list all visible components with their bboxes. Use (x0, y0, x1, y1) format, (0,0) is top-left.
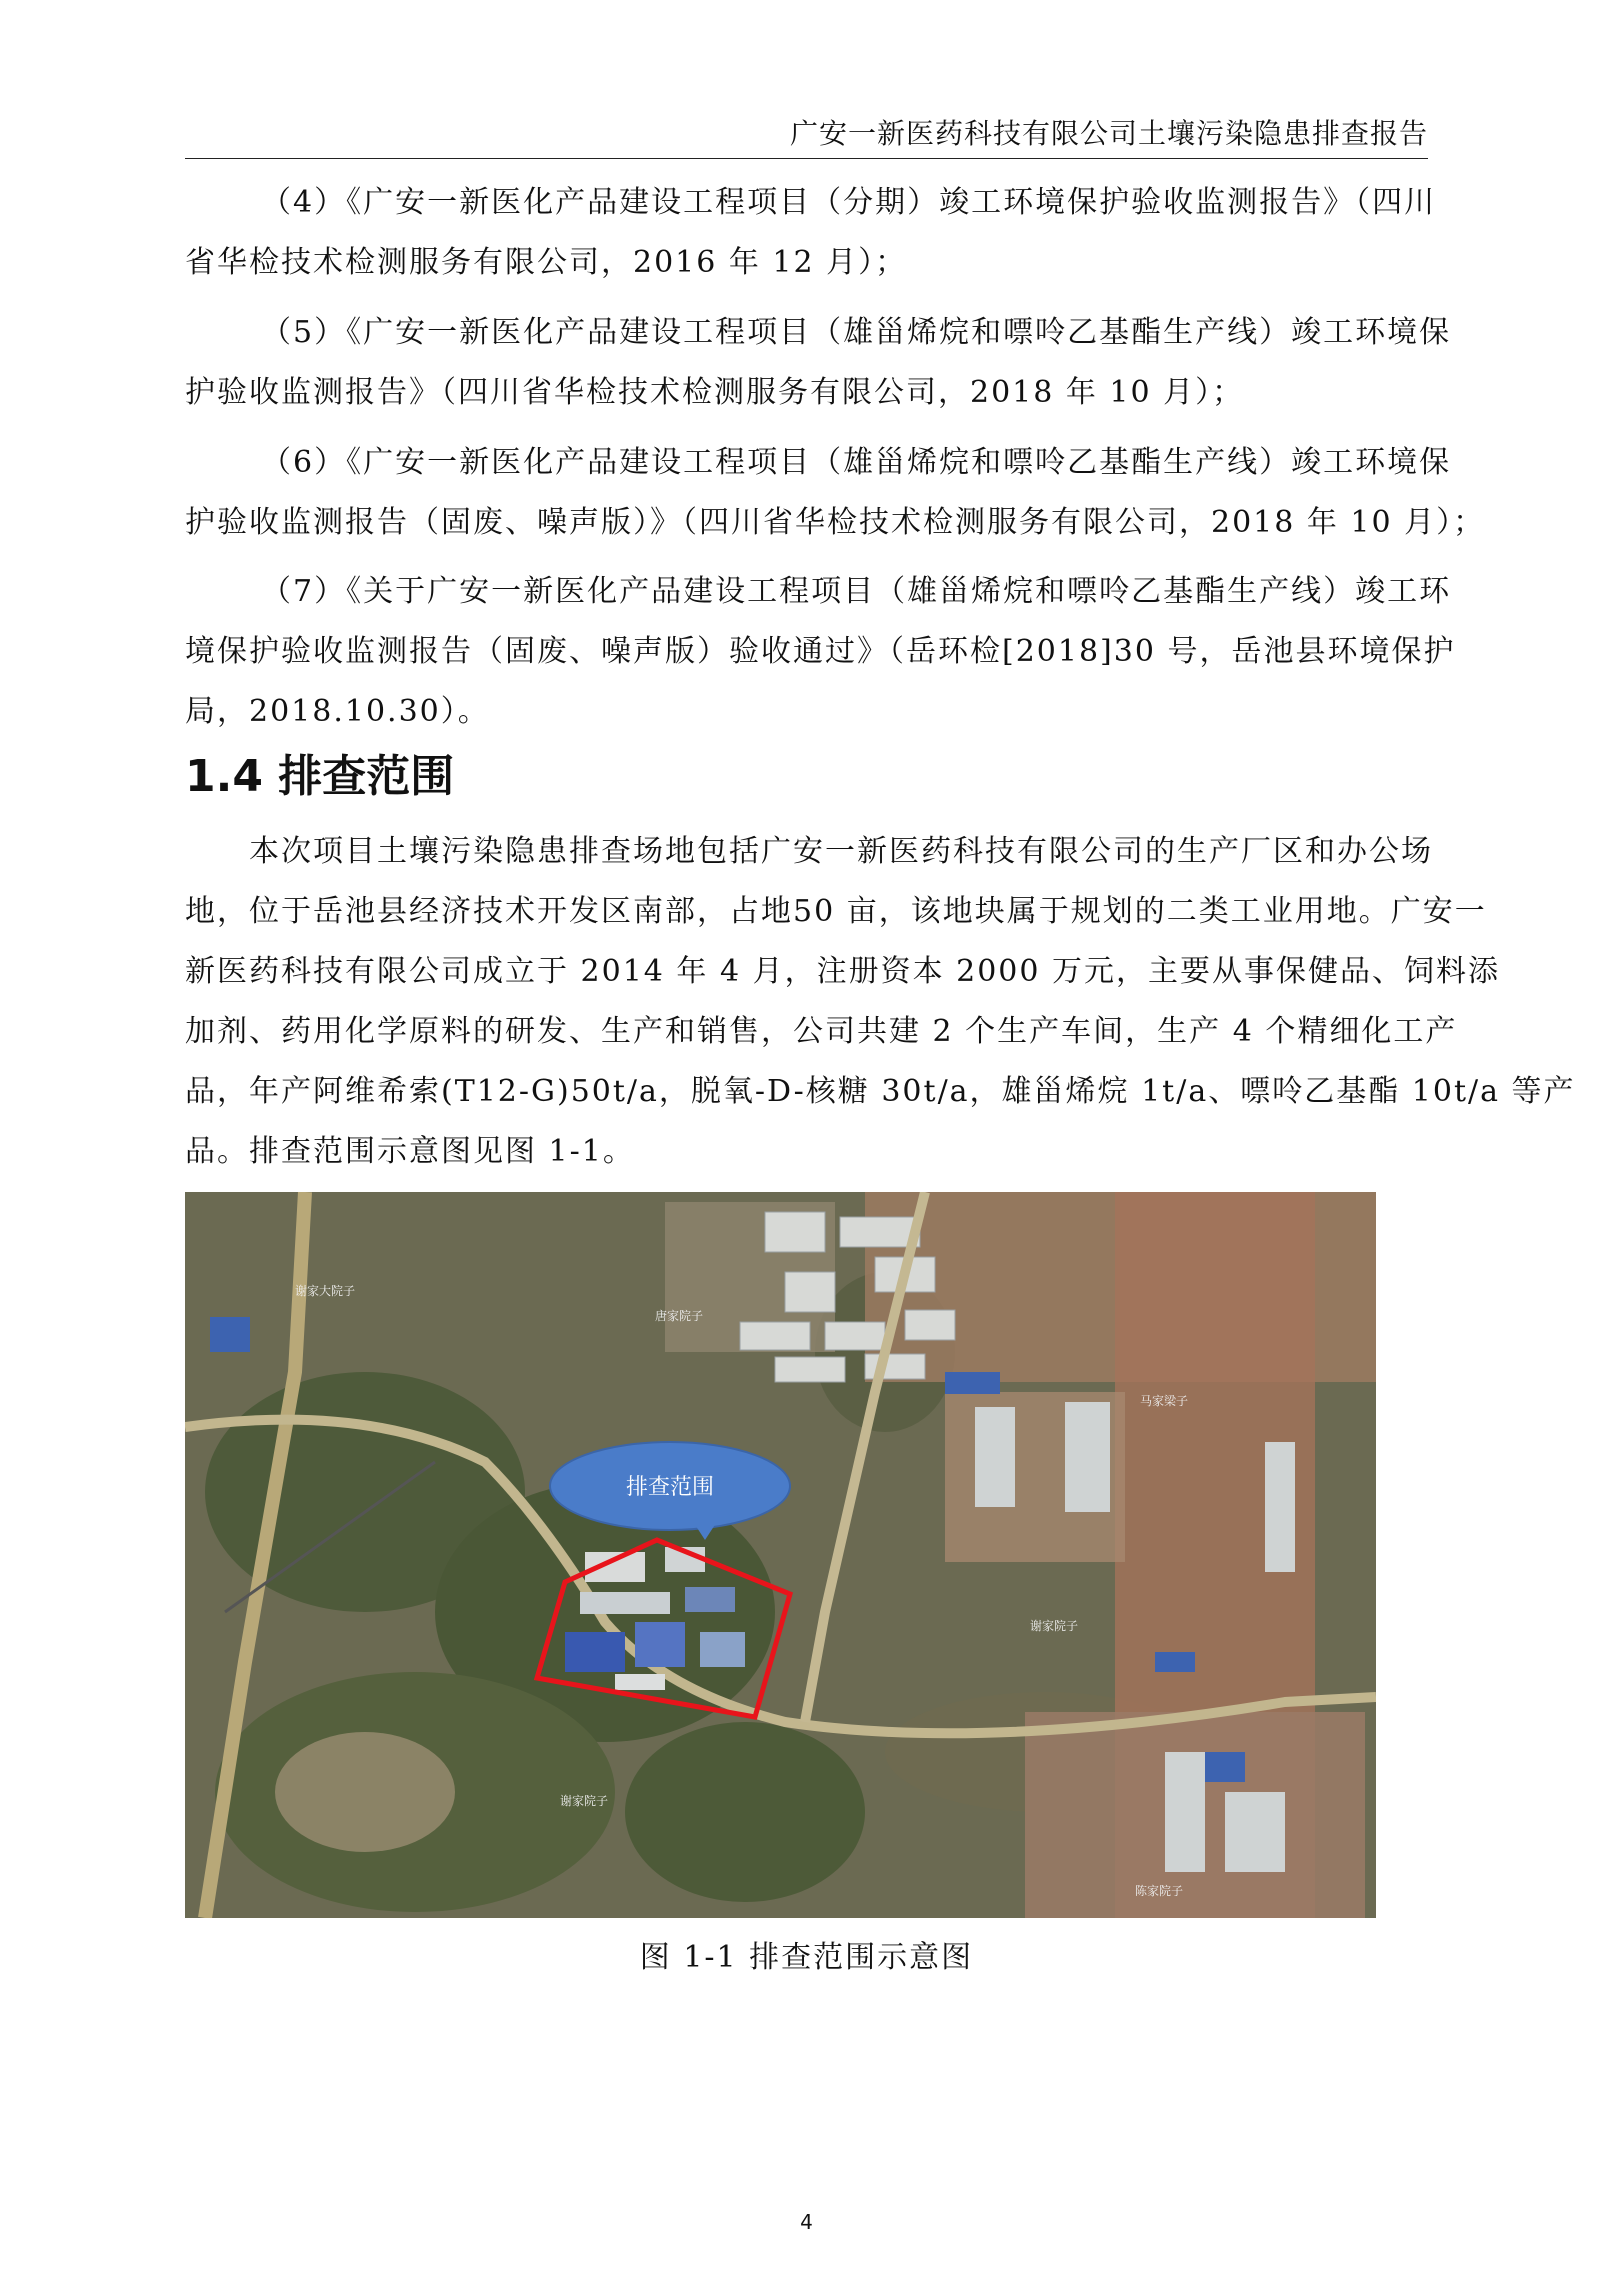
reference-4-line1: （4）《广安一新医化产品建设工程项目（分期）竣工环境保护验收监测报告》（四川 (261, 185, 1437, 220)
satellite-map-figure (185, 1192, 1376, 1918)
running-header: 广安一新医药科技有限公司土壤污染隐患排查报告 (789, 117, 1428, 150)
vegetation-area (625, 1722, 865, 1902)
reference-7-line2: 境保护验收监测报告（固废、噪声版）验收通过》（岳环检[2018]30 号，岳池县环境保护 (185, 634, 1456, 669)
paragraph-line: 本次项目土壤污染隐患排查场地包括广安一新医药科技有限公司的生产厂区和办公场 (249, 834, 1433, 869)
map-label: 唐家院子 (655, 1309, 704, 1323)
map-label: 谢家大院子 (295, 1284, 356, 1298)
header-rule (185, 158, 1428, 159)
reference-7-line3: 局，2018.10.30）。 (185, 694, 490, 729)
reference-7-line1: （7）《关于广安一新医化产品建设工程项目（雄甾烯烷和嘌呤乙基酯生产线）竣工环 (261, 574, 1452, 609)
reference-5-line1: （5）《广安一新医化产品建设工程项目（雄甾烯烷和嘌呤乙基酯生产线）竣工环境保 (261, 315, 1452, 350)
paragraph-line: 品，年产阿维希索(T12-G)50t/a，脱氧-D-核糖 30t/a，雄甾烯烷 1t/a、嘌呤乙基酯 10t/a 等产 (185, 1074, 1576, 1109)
reference-5-line2: 护验收监测报告》（四川省华检技术检测服务有限公司，2018 年 10 月）； (185, 375, 1245, 410)
map-label: 谢家院子 (1030, 1619, 1079, 1633)
map-label: 马家梁子 (1140, 1394, 1189, 1408)
map-label: 谢家院子 (560, 1794, 609, 1808)
paragraph-line: 地，位于岳池县经济技术开发区南部，占地50 亩，该地块属于规划的二类工业用地。广安一 (185, 894, 1487, 929)
section-heading: 1.4 排查范围 (185, 751, 455, 802)
page-number: 4 (800, 2210, 813, 2234)
reference-6-line1: （6）《广安一新医化产品建设工程项目（雄甾烯烷和嘌呤乙基酯生产线）竣工环境保 (261, 445, 1452, 480)
bare-soil (275, 1732, 455, 1852)
satellite-map (185, 1192, 1376, 1918)
reference-6-line2: 护验收监测报告（固废、噪声版）》（四川省华检技术检测服务有限公司，2018 年 10 月）； (185, 505, 1486, 540)
paragraph-line: 品。排查范围示意图见图 1-1。 (185, 1134, 635, 1169)
paragraph-line: 新医药科技有限公司成立于 2014 年 4 月，注册资本 2000 万元，主要从事保健品、饲料添 (185, 954, 1500, 989)
reference-4-line2: 省华检技术检测服务有限公司，2016 年 12 月）； (185, 245, 908, 280)
figure-caption: 图 1-1 排查范围示意图 (639, 1940, 974, 1975)
paragraph-line: 加剂、药用化学原料的研发、生产和销售，公司共建 2 个生产车间，生产 4 个精细化工产 (185, 1014, 1458, 1049)
callout-label: 排查范围 (625, 1475, 714, 1500)
map-label: 陈家院子 (1135, 1884, 1184, 1898)
